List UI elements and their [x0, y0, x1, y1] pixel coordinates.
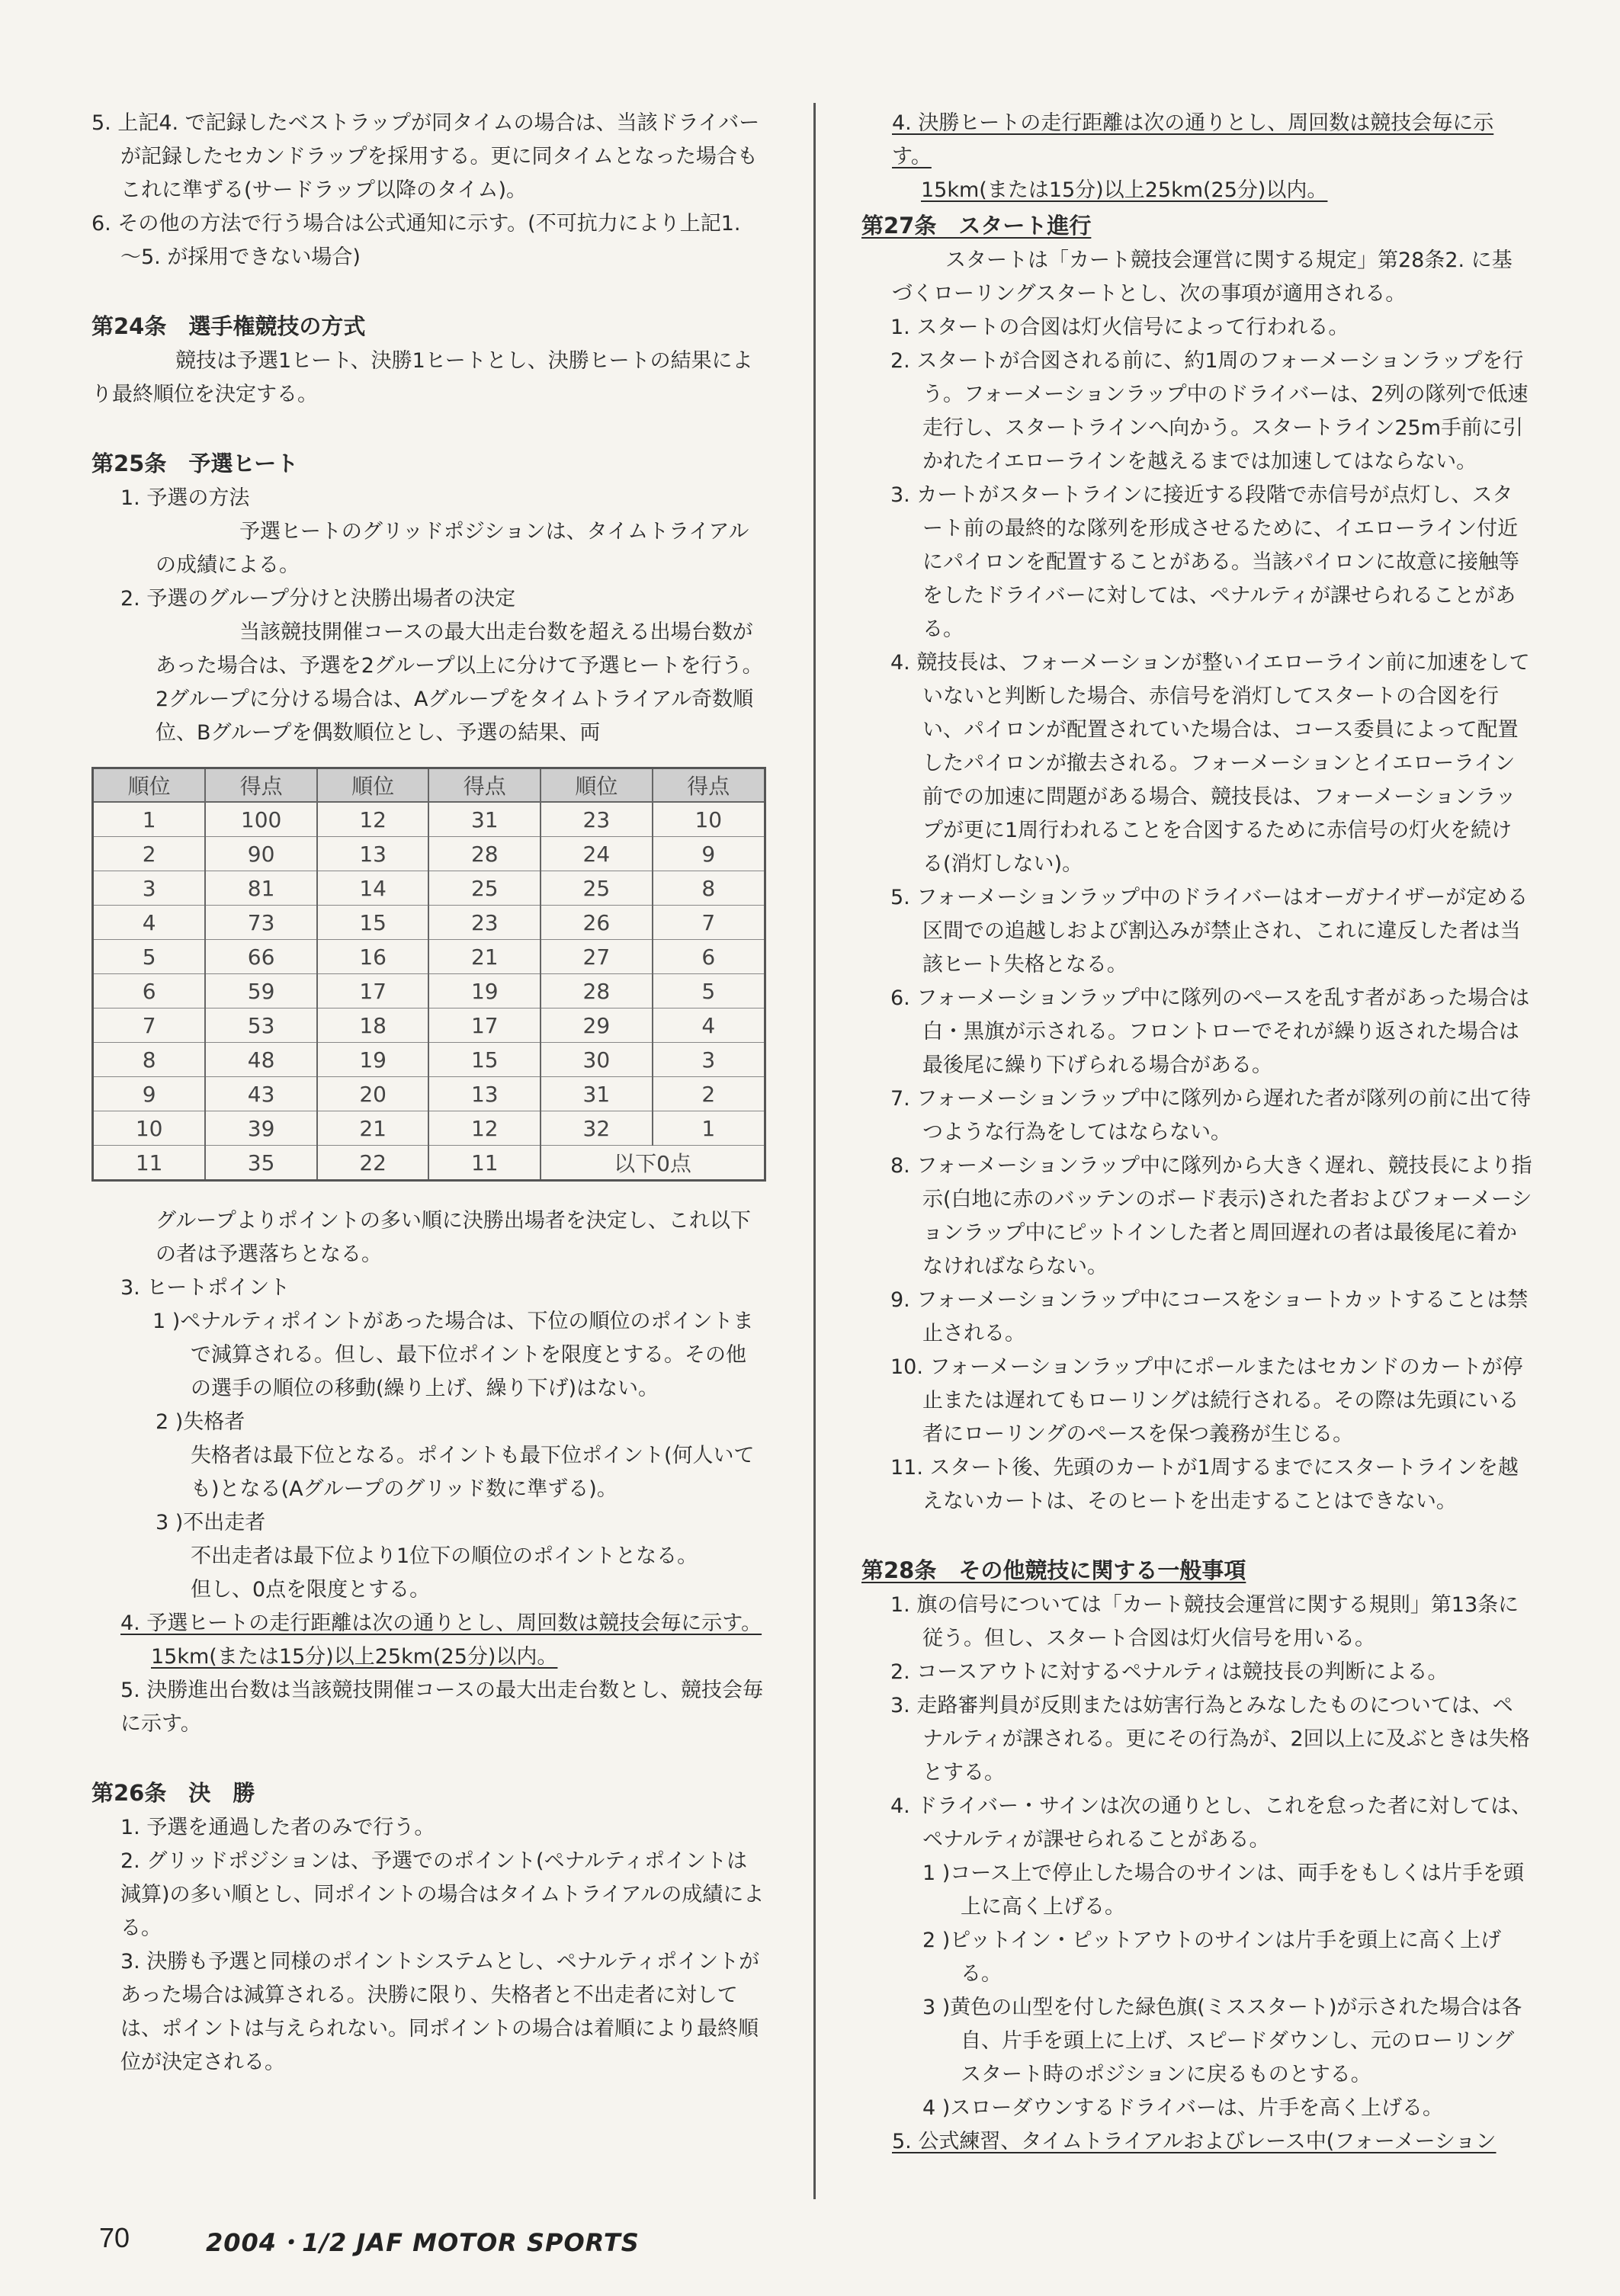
header-rank-1: 順位 — [93, 768, 206, 803]
art27-item: 2. スタートが合図される前に、約1周のフォーメーションラップを行う。フォーメーションラップ中のドライバーは、2列の隊列で低速走行し、スタートラインへ向かう。スタートライン25m手前に引かれたイエローラインを越えるまでは加速してはならない。 — [890, 349, 1529, 473]
art27-item: 4. 競技長は、フォーメーションが整いイエローライン前に加速をしていないと判断した場合、赤信号を消灯してスタートの合図を行い、パイロンが配置されていた場合は、コース委員によって配置したパイロンが撤去される。フォーメーションとイエローライン前での加速に問題がある場合、競技長は、フォーメーションラップが更に1周行われることを合図するために赤信号の灯火を続ける(消灯しない)。 — [890, 651, 1530, 876]
table-cell: 43 — [205, 1077, 317, 1111]
table-cell: 19 — [428, 974, 541, 1009]
table-cell: 5 — [93, 940, 206, 974]
art25-item-2-body: 当該競技開催コースの最大出走台数を超える出場台数があった場合は、予選を2グループ以上に分けて予選ヒートを行う。2グループに分ける場合は、Aグループをタイムトライアル奇数順位、Bグループを偶数順位とし、予選の結果、両 — [156, 620, 763, 745]
art28-item: 1. 旗の信号については「カート競技会運営に関する規則」第13条に従う。但し、スタート合図は灯火信号を用いる。 — [890, 1593, 1519, 1650]
table-row — [93, 871, 765, 906]
table-cell: 18 — [317, 1009, 429, 1043]
table-cell: 1 — [93, 802, 206, 837]
art27-item: 7. フォーメーションラップ中に隊列から遅れた者が隊列の前に出て待つような行為をしてはならない。 — [890, 1087, 1532, 1144]
art27-items — [861, 311, 1532, 1518]
art28-items — [861, 1589, 1532, 1857]
article-24-body: 競技は予選1ヒート、決勝1ヒートとし、決勝ヒートの結果により最終順位を決定する。 — [91, 349, 753, 406]
art28-sub-item: 1 )コース上で停止した場合のサインは、両手をもしくは片手を頭上に高く上げる。 — [922, 1861, 1525, 1919]
art26-item-4-distance: 15km(または15分)以上25km(25分)以内。 — [921, 178, 1328, 202]
header-points-1: 得点 — [205, 768, 317, 803]
art25-sub-1: 1 )ペナルティポイントがあった場合は、下位の順位のポイントまで減算される。但し、最下位ポイントを限度とする。その他の選手の順位の移動(繰り上げ、繰り下げ)はない。 — [152, 1310, 754, 1400]
table-cell: 31 — [541, 1077, 653, 1111]
table-cell: 14 — [317, 871, 429, 906]
right-column — [861, 107, 1532, 2159]
table-cell: 11 — [428, 1146, 541, 1181]
table-cell: 53 — [205, 1009, 317, 1043]
art25-sub-3: 3 )不出走者 — [156, 1511, 266, 1534]
page-number: 70 — [99, 2222, 130, 2253]
art28-sub-item: 2 )ピットイン・ピットアウトのサインは片手を頭上に高く上げる。 — [922, 1929, 1502, 1986]
art28-sub-item: 4 )スローダウンするドライバーは、片手を高く上げる。 — [922, 2096, 1443, 2120]
table-cell: 6 — [653, 940, 765, 974]
table-header-row — [93, 768, 765, 803]
table-cell: 3 — [93, 871, 206, 906]
header-points-3: 得点 — [653, 768, 765, 803]
art27-item: 1. スタートの合図は灯火信号によって行われる。 — [890, 316, 1349, 339]
table-cell: 31 — [428, 802, 541, 837]
art27-item: 8. フォーメーションラップ中に隊列から大きく遅れ、競技長により指示(白地に赤のバッテンのボード表示)された者およびフォーメーションラップ中にピットインした者と周回遅れの者は最後尾に着かなければならない。 — [890, 1154, 1532, 1278]
art25-item-2-cont: グループよりポイントの多い順に決勝出場者を決定し、これ以下の者は予選落ちとなる。 — [156, 1209, 751, 1266]
table-cell: 21 — [428, 940, 541, 974]
table-cell: 9 — [653, 837, 765, 871]
table-cell: 66 — [205, 940, 317, 974]
table-cell: 25 — [541, 871, 653, 906]
table-cell: 17 — [428, 1009, 541, 1043]
table-cell: 23 — [541, 802, 653, 837]
header-rank-3: 順位 — [541, 768, 653, 803]
table-cell: 15 — [317, 906, 429, 940]
art27-item: 10. フォーメーションラップ中にポールまたはセカンドのカートが停止または遅れてもローリングは続行される。その際は先頭にいる者にローリングのペースを保つ義務が生じる。 — [890, 1355, 1523, 1446]
table-cell: 28 — [428, 837, 541, 871]
table-cell: 15 — [428, 1043, 541, 1077]
table-cell: 7 — [93, 1009, 206, 1043]
table-cell: 2 — [93, 837, 206, 871]
table-cell: 13 — [428, 1077, 541, 1111]
art28-item: 2. コースアウトに対するペナルティは競技長の判断による。 — [890, 1660, 1448, 1684]
table-cell: 12 — [428, 1111, 541, 1146]
article-28-heading: 第28条 その他競技に関する一般事項 — [861, 1557, 1246, 1583]
table-note: 以下0点 — [541, 1146, 765, 1181]
table-cell: 9 — [93, 1077, 206, 1111]
table-cell: 8 — [653, 871, 765, 906]
art25-item-4: 4. 予選ヒートの走行距離は次の通りとし、周回数は競技会毎に示す。 — [120, 1611, 762, 1635]
art28-subs — [861, 1857, 1532, 2125]
table-cell: 8 — [93, 1043, 206, 1077]
table-cell: 35 — [205, 1146, 317, 1181]
table-row — [93, 906, 765, 940]
table-cell: 27 — [541, 940, 653, 974]
table-cell: 100 — [205, 802, 317, 837]
column-divider — [813, 103, 816, 2199]
art28-item-5: 5. 公式練習、タイムトライアルおよびレース中(フォーメーション — [892, 2130, 1496, 2153]
table-cell: 11 — [93, 1146, 206, 1181]
table-cell: 29 — [541, 1009, 653, 1043]
article-26-heading: 第26条 決 勝 — [91, 1780, 255, 1806]
table-cell: 59 — [205, 974, 317, 1009]
table-cell: 1 — [653, 1111, 765, 1146]
left-column — [91, 107, 766, 2080]
article-27-heading: 第27条 スタート進行 — [861, 213, 1092, 239]
table-cell: 4 — [653, 1009, 765, 1043]
item-5: 5. 上記4. で記録したベストラップが同タイムの場合は、当該ドライバーが記録したセカンドラップを採用する。更に同タイムとなった場合もこれに準ずる(サードラップ以降のタイム)。 — [91, 111, 760, 202]
art27-item: 6. フォーメーションラップ中に隊列のペースを乱す者があった場合は 白・黒旗が示される。フロントローでそれが繰り返された場合は最後尾に繰り下げられる場合がある。 — [890, 986, 1530, 1077]
table-cell: 16 — [317, 940, 429, 974]
art26-item-2: 2. グリッドポジションは、予選でのポイント(ペナルティポイントは減算)の多い順とし、同ポイントの場合はタイムトライアルの成績による。 — [120, 1849, 765, 1940]
art25-item-1: 1. 予選の方法 — [120, 486, 250, 510]
art25-item-4-distance: 15km(または15分)以上25km(25分)以内。 — [151, 1645, 558, 1669]
article-25-heading: 第25条 予選ヒート — [91, 451, 299, 476]
table-cell: 10 — [93, 1111, 206, 1146]
art25-item-2: 2. 予選のグループ分けと決勝出場者の決定 — [120, 587, 516, 611]
article-24-heading: 第24条 選手権競技の方式 — [91, 313, 366, 339]
table-row — [93, 974, 765, 1009]
footer — [99, 2222, 640, 2257]
art27-item: 9. フォーメーションラップ中にコースをショートカットすることは禁止される。 — [890, 1288, 1529, 1345]
art25-sub-2: 2 )失格者 — [156, 1410, 245, 1434]
table-row — [93, 1111, 765, 1146]
table-cell: 17 — [317, 974, 429, 1009]
table-row — [93, 837, 765, 871]
art25-sub-2-body: 失格者は最下位となる。ポイントも最下位ポイント(何人いても)となる(Aグループのグリッド数に準ずる)。 — [191, 1444, 755, 1501]
table-cell: 48 — [205, 1043, 317, 1077]
table-cell: 39 — [205, 1111, 317, 1146]
table-cell: 20 — [317, 1077, 429, 1111]
table-cell: 7 — [653, 906, 765, 940]
art25-sub-3-body-1: 不出走者は最下位より1位下の順位のポイントとなる。 — [191, 1544, 698, 1568]
table-row — [93, 1077, 765, 1111]
table-cell: 28 — [541, 974, 653, 1009]
table-cell: 2 — [653, 1077, 765, 1111]
table-row — [93, 802, 765, 837]
table-cell: 6 — [93, 974, 206, 1009]
art27-item: 5. フォーメーションラップ中のドライバーはオーガナイザーが定める区間での追越しおよび割込みが禁止され、これに違反した者は当該ヒート失格となる。 — [890, 886, 1529, 976]
table-cell: 24 — [541, 837, 653, 871]
table-row — [93, 940, 765, 974]
art28-item: 3. 走路審判員が反則または妨害行為とみなしたものについては、ペナルティが課される。更にその行為が、2回以上に及ぶときは失格とする。 — [890, 1694, 1530, 1785]
table-cell: 10 — [653, 802, 765, 837]
art27-item: 11. スタート後、先頭のカートが1周するまでにスタートラインを越えないカートは、そのヒートを出走することはできない。 — [890, 1456, 1519, 1513]
table-row — [93, 1043, 765, 1077]
art25-item-3: 3. ヒートポイント — [120, 1276, 290, 1300]
table-row — [93, 1009, 765, 1043]
art27-item: 3. カートがスタートラインに接近する段階で赤信号が点灯し、スタート前の最終的な隊列を形成させるために、イエローライン付近にパイロンを配置することがある。当該パイロンに故意に接触等をしたドライバーに対しては、ペナルティが課せられることがある。 — [890, 483, 1519, 641]
table-cell: 30 — [541, 1043, 653, 1077]
table-cell: 12 — [317, 802, 429, 837]
art26-item-4: 4. 決勝ヒートの走行距離は次の通りとし、周回数は競技会毎に示す。 — [892, 111, 1494, 168]
table-row-last — [93, 1146, 765, 1181]
table-cell: 22 — [317, 1146, 429, 1181]
art27-intro: スタートは「カート競技会運営に関する規定」第28条2. に基づくローリングスタートとし、次の事項が適用される。 — [892, 249, 1513, 306]
table-cell: 21 — [317, 1111, 429, 1146]
art26-item-3: 3. 決勝も予選と同様のポイントシステムとし、ペナルティポイントがあった場合は減算される。決勝に限り、失格者と不出走者に対しては、ポイントは与えられない。同ポイントの場合は着順により最終順位が決定される。 — [120, 1950, 760, 2074]
table-cell: 90 — [205, 837, 317, 871]
table-cell: 23 — [428, 906, 541, 940]
art28-item: 4. ドライバー・サインは次の通りとし、これを怠った者に対しては、ペナルティが課せられることがある。 — [890, 1794, 1532, 1852]
table-cell: 26 — [541, 906, 653, 940]
table-cell: 19 — [317, 1043, 429, 1077]
table-cell: 3 — [653, 1043, 765, 1077]
table-cell: 81 — [205, 871, 317, 906]
table-cell: 5 — [653, 974, 765, 1009]
art25-sub-3-body-2: 但し、0点を限度とする。 — [191, 1578, 431, 1602]
table-cell: 13 — [317, 837, 429, 871]
art25-item-5: 5. 決勝進出台数は当該競技開催コースの最大出走台数とし、競技会毎に示す。 — [120, 1679, 763, 1736]
header-points-2: 得点 — [428, 768, 541, 803]
table-cell: 32 — [541, 1111, 653, 1146]
art25-item-1-body: 予選ヒートのグリッドポジションは、タイムトライアルの成績による。 — [156, 520, 749, 577]
points-table — [91, 767, 766, 1182]
art26-item-1: 1. 予選を通過した者のみで行う。 — [120, 1816, 435, 1839]
table-cell: 4 — [93, 906, 206, 940]
table-cell: 25 — [428, 871, 541, 906]
item-6: 6. その他の方法で行う場合は公式通知に示す。(不可抗力により上記1. ～5. が採用できない場合) — [91, 212, 741, 269]
table-cell: 73 — [205, 906, 317, 940]
header-rank-2: 順位 — [317, 768, 429, 803]
art28-sub-item: 3 )黄色の山型を付した緑色旗(ミススタート)が示された場合は各自、片手を頭上に上げ、スピードダウンし、元のローリングスタート時のポジションに戻るものとする。 — [922, 1996, 1522, 2086]
magazine-title: 2004・1/2 JAF MOTOR SPORTS — [206, 2228, 640, 2257]
